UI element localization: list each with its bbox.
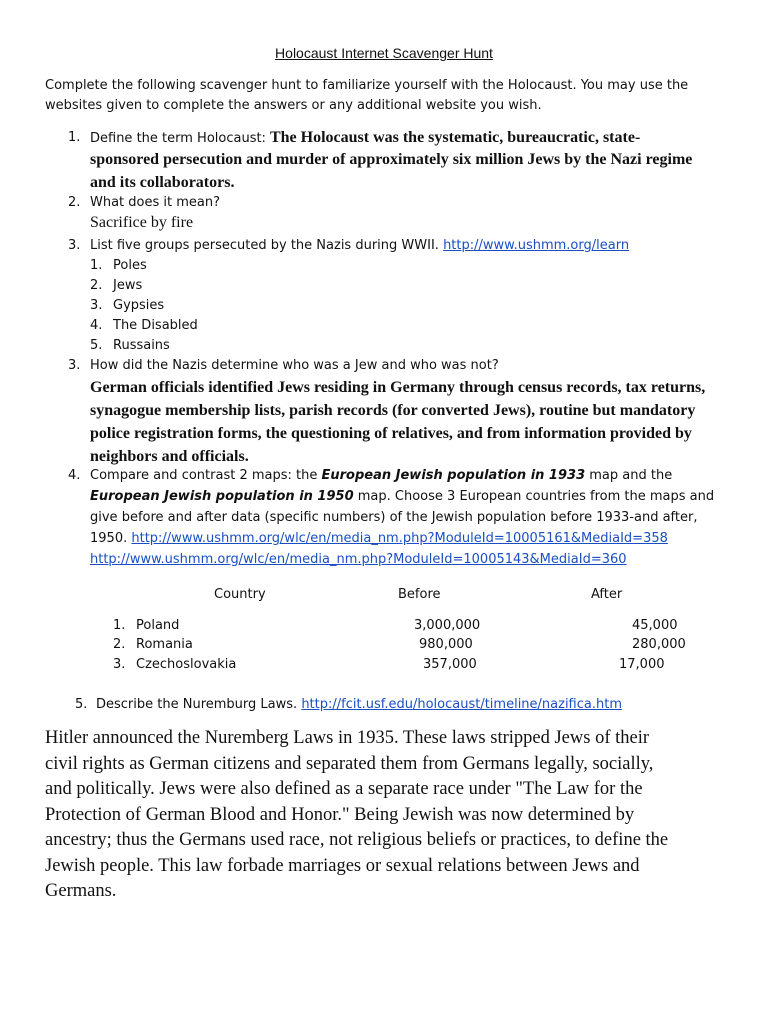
header-before: Before — [398, 587, 441, 602]
q3b-answer-line-2: synagogue membership lists, parish records (for converted Jews), routine but mandatory — [90, 402, 696, 419]
q1-answer-part-2: sponsored persecution and murder of approximately six million Jews by the Nazi regime — [90, 151, 693, 168]
q3b-answer-line-3: police registration forms, the questioning of relatives, and from information provided by — [90, 425, 692, 442]
group-name: Poles — [113, 258, 147, 273]
group-number: 2. — [90, 278, 103, 293]
row-country: Romania — [136, 637, 193, 652]
answer-line: ancestry; thus the Germans used race, not religious beliefs or practices, to define the — [45, 830, 669, 850]
q4-line-4 — [90, 531, 668, 546]
q4-part-3: map. Choose 3 European countries from the maps and — [357, 489, 715, 504]
q5-prompt: Describe the Nuremburg Laws. — [96, 697, 298, 712]
group-number: 4. — [90, 318, 103, 333]
row-after: 17,000 — [619, 657, 665, 672]
group-name: Jews — [113, 278, 143, 293]
row-number: 3. — [113, 657, 126, 672]
q4-map-2: European Jewish population in 1950 — [90, 489, 354, 504]
group-item-4 — [90, 318, 198, 333]
q4-year: 1950. — [90, 531, 128, 546]
q3a-link[interactable]: http://www.ushmm.org/learn — [443, 238, 630, 253]
q1-answer-part-3: and its collaborators. — [90, 174, 235, 191]
q2-prompt: What does it mean? — [90, 195, 221, 210]
q3a-number: 3. — [68, 238, 81, 253]
answer-line: and politically. Jews were also defined as a separate race under "The Law for the — [45, 779, 643, 799]
group-number: 3. — [90, 298, 103, 313]
q3a-prompt: List five groups persecuted by the Nazis during WWII. — [90, 238, 439, 253]
answer-line: civil rights as German citizens and separated them from Germans legally, socially, — [45, 753, 654, 774]
group-number: 1. — [90, 258, 103, 273]
row-after: 280,000 — [632, 637, 686, 652]
q4-line-3: give before and after data (specific numbers) of the Jewish population before 1933-and after, — [90, 510, 698, 525]
group-item-1 — [90, 258, 147, 273]
row-after: 45,000 — [632, 618, 678, 633]
group-name: Gypsies — [113, 298, 165, 313]
q4-part-1: Compare and contrast 2 maps: the — [90, 468, 318, 483]
q4-part-2: map and the — [589, 468, 673, 483]
header-country: Country — [214, 587, 266, 602]
intro-line-1: Complete the following scavenger hunt to familiarize yourself with the Holocaust. You may use the — [45, 78, 689, 93]
page-title: Holocaust Internet Scavenger Hunt — [275, 45, 493, 61]
group-item-5 — [90, 338, 170, 353]
q3a-line — [90, 238, 629, 253]
group-name: Russains — [113, 338, 170, 353]
q4-link-1[interactable]: http://www.ushmm.org/wlc/en/media_nm.php?ModuleId=10005161&MediaId=358 — [131, 531, 668, 546]
row-before: 357,000 — [423, 657, 477, 672]
q1-line-1 — [90, 126, 640, 149]
row-country: Poland — [136, 618, 180, 633]
row-number: 1. — [113, 618, 126, 633]
q3b-answer-line-4: neighbors and officials. — [90, 448, 249, 465]
q1-number: 1. — [68, 130, 81, 145]
row-before: 980,000 — [419, 637, 473, 652]
group-number: 5. — [90, 338, 103, 353]
group-item-2 — [90, 278, 143, 293]
q3b-number: 3. — [68, 358, 81, 373]
q3b-answer-line-1: German officials identified Jews residing in Germany through census records, tax returns, — [90, 379, 706, 396]
q5-line — [96, 697, 622, 712]
q2-answer: Sacrifice by fire — [90, 214, 194, 231]
answer-line: Jewish people. This law forbade marriages or sexual relations between Jews and — [45, 855, 640, 876]
q4-line-2 — [90, 489, 714, 504]
answer-line: Protection of German Blood and Honor." Being Jewish was now determined by — [45, 804, 635, 825]
group-name: The Disabled — [113, 318, 198, 333]
intro-line-2: websites given to complete the answers or any additional website you wish. — [45, 98, 542, 113]
q5-link[interactable]: http://fcit.usf.edu/holocaust/timeline/nazifica.htm — [301, 697, 622, 712]
row-before: 3,000,000 — [414, 618, 481, 633]
q1-prompt: Define the term Holocaust: — [90, 131, 266, 146]
q4-link-2[interactable]: http://www.ushmm.org/wlc/en/media_nm.php?ModuleId=10005143&MediaId=360 — [90, 552, 627, 567]
row-number: 2. — [113, 637, 126, 652]
header-after: After — [591, 587, 623, 602]
nuremberg-answer — [45, 726, 745, 905]
q5-number: 5. — [75, 697, 88, 712]
answer-line: Germans. — [45, 881, 117, 901]
q4-number: 4. — [68, 468, 81, 483]
row-country: Czechoslovakia — [136, 657, 237, 672]
q2-number: 2. — [68, 195, 81, 210]
group-item-3 — [90, 298, 165, 313]
q4-line-1 — [90, 468, 672, 483]
q4-map-1: European Jewish population in 1933 — [321, 468, 586, 483]
q3b-prompt: How did the Nazis determine who was a Jew and who was not? — [90, 358, 499, 373]
q1-answer-part-1: The Holocaust was the systematic, bureaucratic, state- — [269, 129, 641, 146]
answer-line: Hitler announced the Nuremberg Laws in 1935. These laws stripped Jews of their — [45, 728, 650, 748]
